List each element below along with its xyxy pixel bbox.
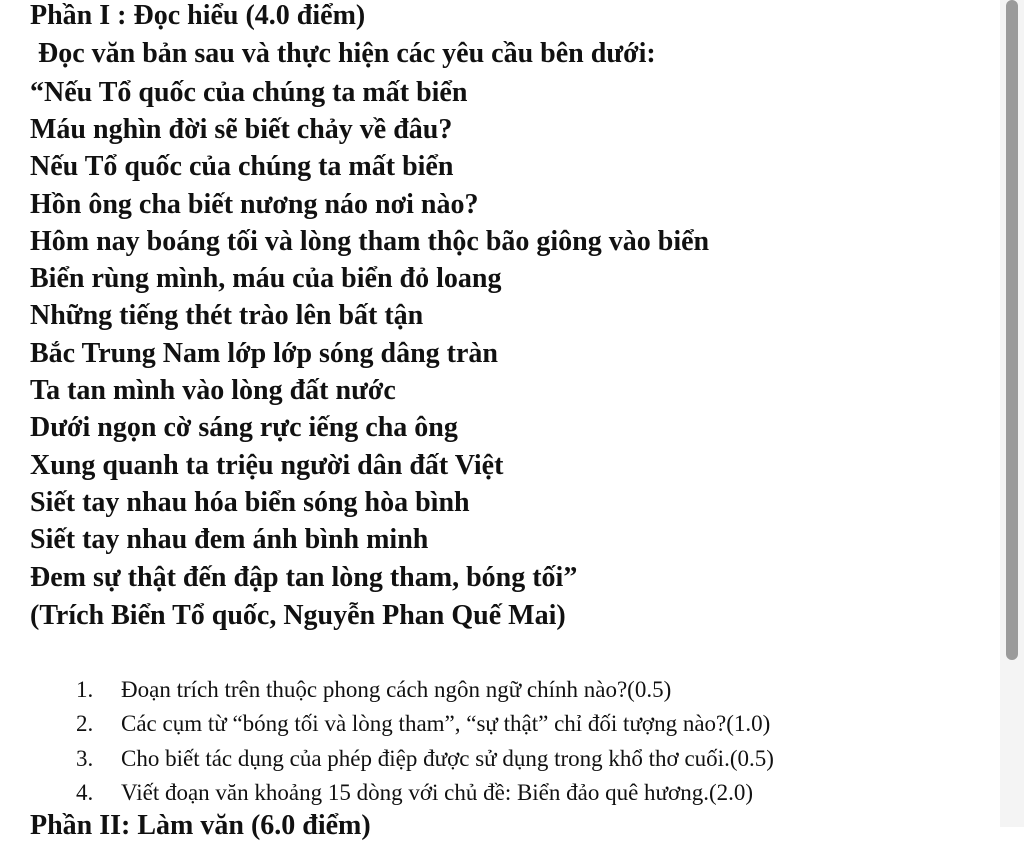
section-heading: Phần I : Đọc hiểu (4.0 điểm) — [30, 0, 366, 31]
question-number: 1. — [76, 677, 94, 702]
poem-line: Hồn ông cha biết nương náo nơi nào? — [30, 189, 479, 220]
poem-line: Hôm nay boáng tối và lòng tham thộc bão giông vào biển — [30, 226, 710, 257]
poem-line: Siết tay nhau hóa biển sóng hòa bình — [30, 487, 470, 518]
question-text: Các cụm từ “bóng tối và lòng tham”, “sự thật” chỉ đối tượng nào?(1.0) — [121, 711, 771, 736]
question-number: 2. — [76, 711, 94, 736]
poem-line: Siết tay nhau đem ánh bình minh — [30, 524, 429, 555]
poem-line: Những tiếng thét trào lên bất tận — [30, 300, 424, 331]
instruction-text: Đọc văn bản sau và thực hiện các yêu cầu bên dưới: — [38, 38, 656, 69]
poem-line: Ta tan mình vào lòng đất nước — [30, 375, 396, 406]
poem-line: Xung quanh ta triệu người dân đất Việt — [30, 450, 504, 481]
question-text: Cho biết tác dụng của phép điệp được sử dụng trong khổ thơ cuối.(0.5) — [121, 746, 774, 771]
poem-line: Bắc Trung Nam lớp lớp sóng dâng tràn — [30, 338, 498, 369]
next-section-heading: Phần II: Làm văn (6.0 điểm) — [30, 810, 371, 841]
question-number: 4. — [76, 780, 94, 805]
poem-line: Biển rùng mình, máu của biển đỏ loang — [30, 263, 502, 294]
poem-line: Đem sự thật đến đập tan lòng tham, bóng tối” — [30, 562, 578, 593]
question-text: Viết đoạn văn khoảng 15 dòng với chủ đề: Biển đảo quê hương.(2.0) — [121, 780, 754, 805]
poem-line: “Nếu Tổ quốc của chúng ta mất biển — [30, 77, 468, 108]
poem-line: Dưới ngọn cờ sáng rực iếng cha ông — [30, 412, 458, 443]
citation: (Trích Biển Tổ quốc, Nguyễn Phan Quế Mai) — [30, 600, 566, 631]
poem-line: Máu nghìn đời sẽ biết chảy về đâu? — [30, 114, 453, 145]
question-number: 3. — [76, 746, 94, 771]
question-text: Đoạn trích trên thuộc phong cách ngôn ngữ chính nào?(0.5) — [121, 677, 672, 702]
poem-line: Nếu Tổ quốc của chúng ta mất biển — [30, 151, 454, 182]
scrollbar-thumb[interactable] — [1006, 0, 1018, 660]
scrollbar[interactable] — [1000, 0, 1024, 827]
